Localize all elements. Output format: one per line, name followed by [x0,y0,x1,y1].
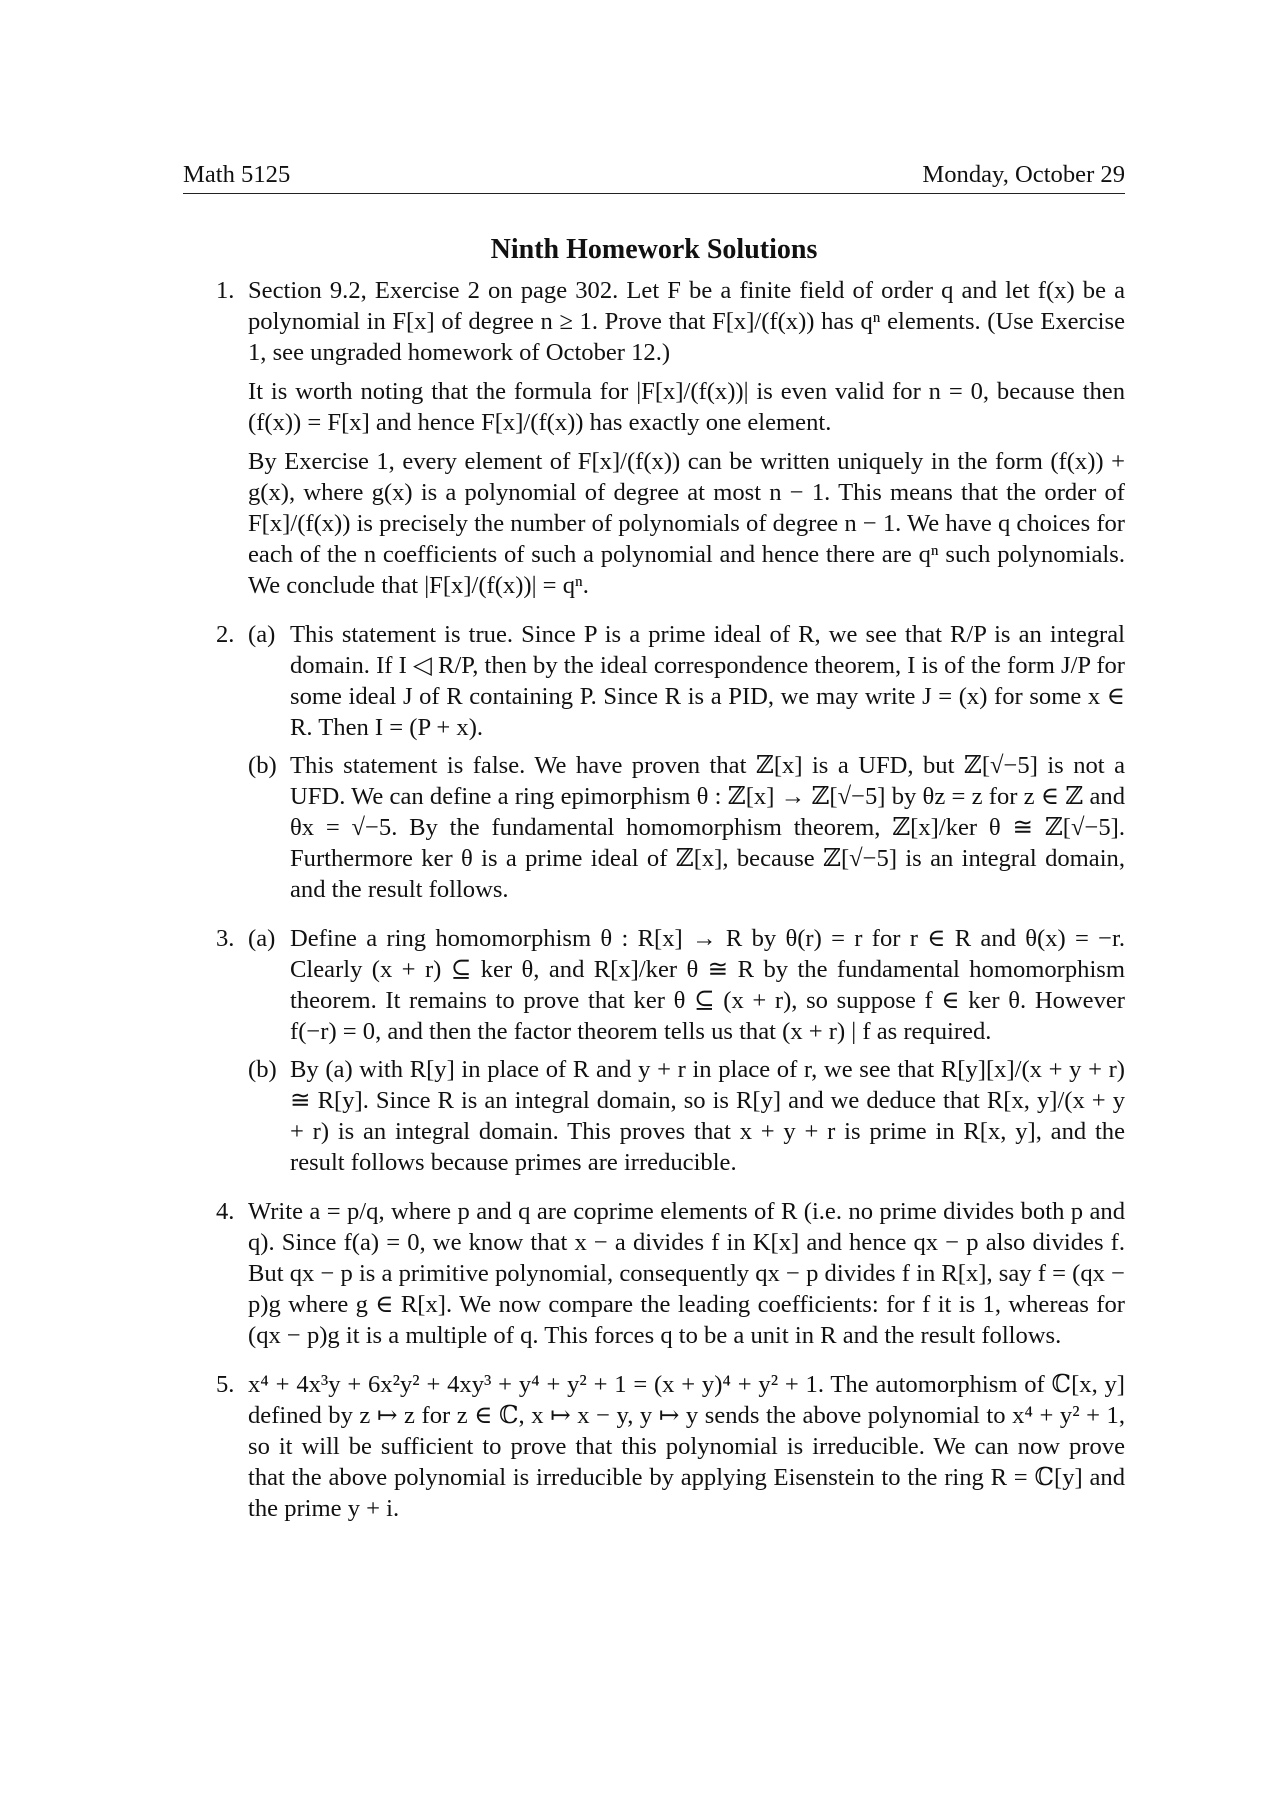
part-label: (a) [248,925,276,952]
problem-4 [183,1196,1125,1351]
problem-2 [183,619,1125,905]
problem-part-a [248,923,1125,1047]
part-label: (a) [248,621,276,648]
problem-3 [183,923,1125,1178]
problem-1 [183,275,1125,601]
solution-paragraph: It is worth noting that the formula for |F[x]/(f(x))| is even valid for n = 0, because then (f(x)) = F[x] and hence F[x]/(f(x)) has exactly one element. [248,378,1125,436]
course-label: Math 5125 [183,161,291,188]
date-label: Monday, October 29 [922,161,1125,188]
problem-number: 1. [216,277,235,304]
problem-part-a [248,619,1125,743]
problem-5 [183,1369,1125,1524]
problem-part-b [248,750,1125,905]
problem-statement: Section 9.2, Exercise 2 on page 302. Let F be a finite field of order q and let f(x) be a polynomial in F[x] of degree n ≥ 1. Prove that F[x]/(f(x)) has qⁿ elements. (Use Exercise 1, see ungraded homework of October 12.) [248,277,1125,366]
part-text: This statement is false. We have proven that ℤ[x] is a UFD, but ℤ[√−5] is not a UFD. We can define a ring epimorphism θ : ℤ[x] → ℤ[√−5] by θz = z for z ∈ ℤ and θx = √−5. By the fundamental homomorphism theorem, ℤ[x]/ker θ ≅ ℤ[√−5]. Furthermore ker θ is a prime ideal of ℤ[x], because ℤ[√−5] is an integral domain, and the result follows. [290,752,1125,903]
problem-number: 3. [216,925,235,952]
solution-paragraph: x⁴ + 4x³y + 6x²y² + 4xy³ + y⁴ + y² + 1 = (x + y)⁴ + y² + 1. The automorphism of ℂ[x, y] defined by z ↦ z for z ∈ ℂ, x ↦ x − y, y ↦ y sends the above polynomial to x⁴ + y² + 1, so it will be sufficient to prove that this polynomial is irreducible. We can now prove that the above polynomial is irreducible by applying Eisenstein to the ring R = ℂ[y] and the prime y + i. [248,1371,1125,1522]
part-text: Define a ring homomorphism θ : R[x] → R by θ(r) = r for r ∈ R and θ(x) = −r. Clearly (x + r) ⊆ ker θ, and R[x]/ker θ ≅ R by the fundamental homomorphism theorem. It remains to prove that ker θ ⊆ (x + r), so suppose f ∈ ker θ. However f(−r) = 0, and then the factor theorem tells us that (x + r) | f as required. [290,925,1125,1045]
solution-paragraph: By Exercise 1, every element of F[x]/(f(x)) can be written uniquely in the form (f(x)) + g(x), where g(x) is a polynomial of degree at most n − 1. This means that the order of F[x]/(f(x)) is precisely the number of polynomials of degree n − 1. We have q choices for each of the n coefficients of such a polynomial and hence there are qⁿ such polynomials. We conclude that |F[x]/(f(x))| = qⁿ. [248,448,1125,599]
part-text: By (a) with R[y] in place of R and y + r in place of r, we see that R[y][x]/(x + y + r) ≅ R[y]. Since R is an integral domain, so is R[y] and we deduce that R[x, y]/(x + y + r) is an integral domain. This proves that x + y + r is prime in R[x, y], and the result follows because primes are irreducible. [290,1056,1125,1176]
part-text: This statement is true. Since P is a prime ideal of R, we see that R/P is an integral domain. If I ◁ R/P, then by the ideal correspondence theorem, I is of the form J/P for some ideal J of R containing P. Since R is a PID, we may write J = (x) for some x ∈ R. Then I = (P + x). [290,621,1125,741]
problem-number: 2. [216,621,235,648]
part-label: (b) [248,1056,277,1083]
document-page [183,160,1125,1542]
problem-number: 4. [216,1198,235,1225]
solution-paragraph: Write a = p/q, where p and q are coprime elements of R (i.e. no prime divides both p and q). Since f(a) = 0, we know that x − a divides f in K[x] and hence qx − p also divides f. But qx − p is a primitive polynomial, consequently qx − p divides f in R[x], say f = (qx − p)g where g ∈ R[x]. We now compare the leading coefficients: for f it is 1, whereas for (qx − p)g it is a multiple of q. This forces q to be a unit in R and the result follows. [248,1198,1125,1349]
page-title: Ninth Homework Solutions [490,234,818,265]
part-label: (b) [248,752,277,779]
problem-part-b [248,1054,1125,1178]
problem-number: 5. [216,1371,235,1398]
page-header [183,160,1125,194]
